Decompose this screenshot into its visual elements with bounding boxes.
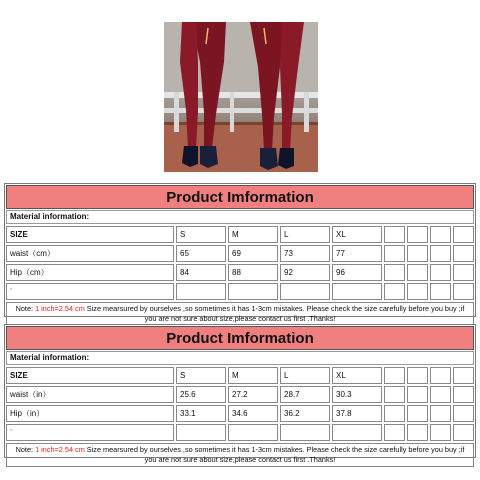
- row-value: 96: [332, 264, 382, 281]
- empty-cell: [407, 283, 428, 300]
- note-conversion: 1 inch=2.54 cm: [35, 445, 85, 454]
- row-value: 27.2: [228, 386, 278, 403]
- empty-cell: [384, 245, 405, 262]
- size-header-label: SIZE: [6, 367, 174, 384]
- size-header-s: S: [176, 367, 226, 384]
- size-header-s: S: [176, 226, 226, 243]
- size-header-xl: XL: [332, 367, 382, 384]
- table-title: Product Imformation: [6, 185, 474, 209]
- size-note: [6, 443, 474, 467]
- row-value: 65: [176, 245, 226, 262]
- empty-cell: [407, 264, 428, 281]
- empty-cell: [430, 405, 451, 422]
- empty-cell: [430, 264, 451, 281]
- empty-cell: [407, 367, 428, 384]
- empty-cell: [332, 424, 382, 441]
- empty-cell: [453, 264, 474, 281]
- row-value: 77: [332, 245, 382, 262]
- size-table-inch: [4, 324, 476, 464]
- size-header-m: M: [228, 226, 278, 243]
- empty-cell: [407, 405, 428, 422]
- empty-cell: [228, 283, 278, 300]
- table-title: Product Imformation: [6, 326, 474, 350]
- row-value: 37.8: [332, 405, 382, 422]
- row-label: waist（cm）: [6, 245, 174, 262]
- empty-cell: [453, 424, 474, 441]
- empty-cell: [176, 283, 226, 300]
- empty-cell: [453, 245, 474, 262]
- row-label: Hip（in）: [6, 405, 174, 422]
- empty-cell: [332, 283, 382, 300]
- size-header-l: L: [280, 226, 330, 243]
- note-prefix: Note:: [15, 304, 36, 313]
- empty-cell: [453, 226, 474, 243]
- empty-cell: [453, 367, 474, 384]
- empty-cell: [430, 386, 451, 403]
- empty-cell: [384, 386, 405, 403]
- note-conversion: 1 inch=2.54 cm: [35, 304, 85, 313]
- empty-cell: [407, 386, 428, 403]
- empty-cell: [176, 424, 226, 441]
- pants-illustration: [164, 22, 318, 172]
- product-photo: [164, 22, 318, 172]
- empty-cell: [384, 283, 405, 300]
- size-header-row: [6, 226, 474, 243]
- empty-cell: [384, 367, 405, 384]
- row-value: 33.1: [176, 405, 226, 422]
- empty-cell: [280, 283, 330, 300]
- size-header-label: SIZE: [6, 226, 174, 243]
- size-note: [6, 302, 474, 326]
- row-label: waist（in）: [6, 386, 174, 403]
- size-table-cm: [4, 183, 476, 323]
- row-label: Hip（cm）: [6, 264, 174, 281]
- empty-cell: [430, 226, 451, 243]
- material-information-label: Material information:: [6, 210, 474, 224]
- empty-cell: [407, 245, 428, 262]
- row-value: 84: [176, 264, 226, 281]
- empty-cell: [407, 226, 428, 243]
- note-body: Size mearsured by ourselves ,so sometimes it has 1-3cm mistakes. Please check the size carefully before you buy ;if you are not sure about size,please contact us first .Thanks!: [84, 304, 465, 323]
- blank-marker: *: [6, 283, 174, 300]
- table-row: [6, 264, 474, 281]
- note-body: Size mearsured by ourselves ,so sometimes it has 1-3cm mistakes. Please check the size carefully before you buy ;if you are not sure about size,please contact us first .Thanks!: [84, 445, 465, 464]
- empty-cell: [453, 386, 474, 403]
- empty-cell: [384, 264, 405, 281]
- empty-cell: [384, 405, 405, 422]
- row-value: 73: [280, 245, 330, 262]
- row-value: 92: [280, 264, 330, 281]
- blank-row: [6, 424, 474, 441]
- row-value: 34.6: [228, 405, 278, 422]
- empty-cell: [228, 424, 278, 441]
- material-information-label: Material information:: [6, 351, 474, 365]
- empty-cell: [430, 283, 451, 300]
- empty-cell: [430, 424, 451, 441]
- size-header-l: L: [280, 367, 330, 384]
- row-value: 69: [228, 245, 278, 262]
- row-value: 25.6: [176, 386, 226, 403]
- blank-row: [6, 283, 474, 300]
- row-value: 30.3: [332, 386, 382, 403]
- table-row: [6, 245, 474, 262]
- empty-cell: [384, 226, 405, 243]
- size-header-row: [6, 367, 474, 384]
- size-header-xl: XL: [332, 226, 382, 243]
- row-value: 28.7: [280, 386, 330, 403]
- empty-cell: [430, 367, 451, 384]
- blank-marker: *: [6, 424, 174, 441]
- empty-cell: [453, 405, 474, 422]
- empty-cell: [280, 424, 330, 441]
- row-value: 88: [228, 264, 278, 281]
- note-prefix: Note:: [15, 445, 36, 454]
- table-row: [6, 405, 474, 422]
- empty-cell: [384, 424, 405, 441]
- empty-cell: [453, 283, 474, 300]
- table-row: [6, 386, 474, 403]
- row-value: 36.2: [280, 405, 330, 422]
- size-header-m: M: [228, 367, 278, 384]
- empty-cell: [430, 245, 451, 262]
- empty-cell: [407, 424, 428, 441]
